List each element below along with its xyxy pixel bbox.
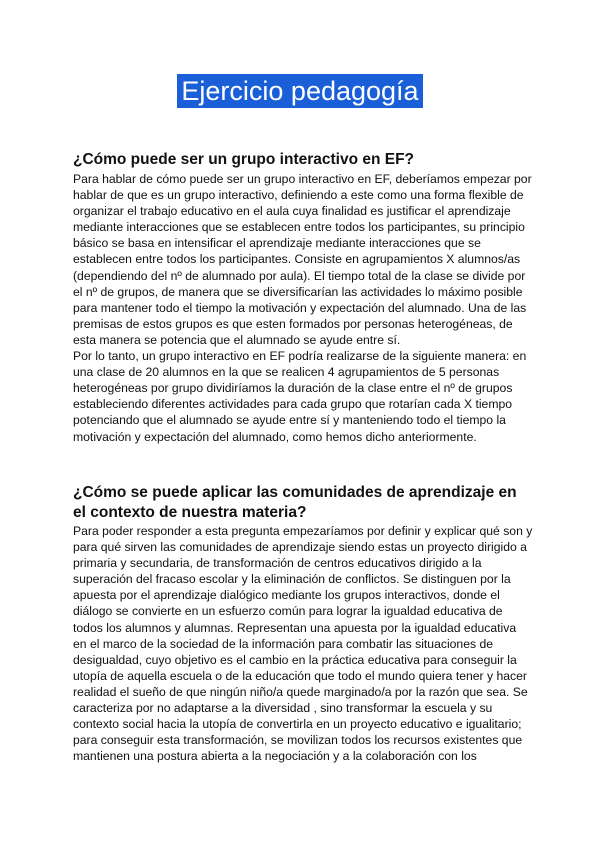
paragraph: Por lo tanto, un grupo interactivo en EF podría realizarse de la siguiente manera: en una clase de 20 alumnos en la que se realicen 4 agrupamientos de 5 personas heterogéneas por grupo dividiríamos la duración de la clase entre el nº de grupos estableciendo diferentes actividades para cada grupo que rotarían cada X tiempo potenciando que el alumnado se ayude entre sí y manteniendo todo el tiempo la motivación y expectación del alumnado, como hemos dicho anteriormente. <box>73 349 527 444</box>
section-heading-comunidades-aprendizaje: ¿Cómo se puede aplicar las comunidades de aprendizaje en el contexto de nuestra materia? <box>73 484 517 521</box>
paragraph: Para poder responder a esta pregunta empezaríamos por definir y explicar qué son y para qué sirven las comunidades de aprendizaje siendo estas un proyecto dirigido a primaria y secundaria, de transformación de centros educativos dirigido a la superación del fracaso escolar y la eliminación de conflictos. Se distinguen por la apuesta por el aprendizaje dialógico mediante los grupos interactivos, donde el diálogo se convierte en un esfuerzo común para lograr la igualdad educativa de todos los alumnos y alumnas. Representan una apuesta por la igualdad educativa en el marco de la sociedad de la información para combatir las situaciones de desigualdad, cuyo objetivo es el cambio en la práctica educativa para conseguir la utopía de aquella escuela o de la educación que todo el mundo quiera tener y hacer realidad el sueño de que ningún niño/a quede marginado/a por la razón que sea. Se caracteriza por no adaptarse a la diversidad , sino transformar la escuela y su contexto social hacia la utopía de convertirla en un proyecto educativo e igualitario; para conseguir esta transformación, se movilizan todos los recursos existentes que mantienen una postura abierta a la negociación y a la colaboración con los <box>73 524 533 764</box>
section-heading-grupo-interactivo: ¿Cómo puede ser un grupo interactivo en EF? <box>73 151 415 168</box>
document-title: Ejercicio pedagogía <box>177 74 422 108</box>
paragraph: Para hablar de cómo puede ser un grupo interactivo en EF, deberíamos empezar por hablar de que es un grupo interactivo, definiendo a este como una forma flexible de organizar el trabajo educativo en el aula cuya finalidad es justificar el aprendizaje mediante interacciones que se establecen entre todos los participantes, su principio básico se basa en intensificar el aprendizaje mediante interacciones que se establecen entre todos los participantes. Consiste en agrupamientos X alumnos/as (dependiendo del nº de alumnado por aula). El tiempo total de la clase se divide por el nº de grupos, de manera que se diversificarían las actividades lo máximo posible para mantener todo el tiempo la motivación y expectación del alumnado. Una de las premisas de estos grupos es que esten formados por personas heterogéneas, de esta manera se potencia que el alumnado se ayude entre sí. <box>73 172 532 347</box>
section-body-grupo-interactivo <box>73 171 533 445</box>
title-container <box>0 74 600 108</box>
section-body-comunidades-aprendizaje <box>73 523 533 764</box>
